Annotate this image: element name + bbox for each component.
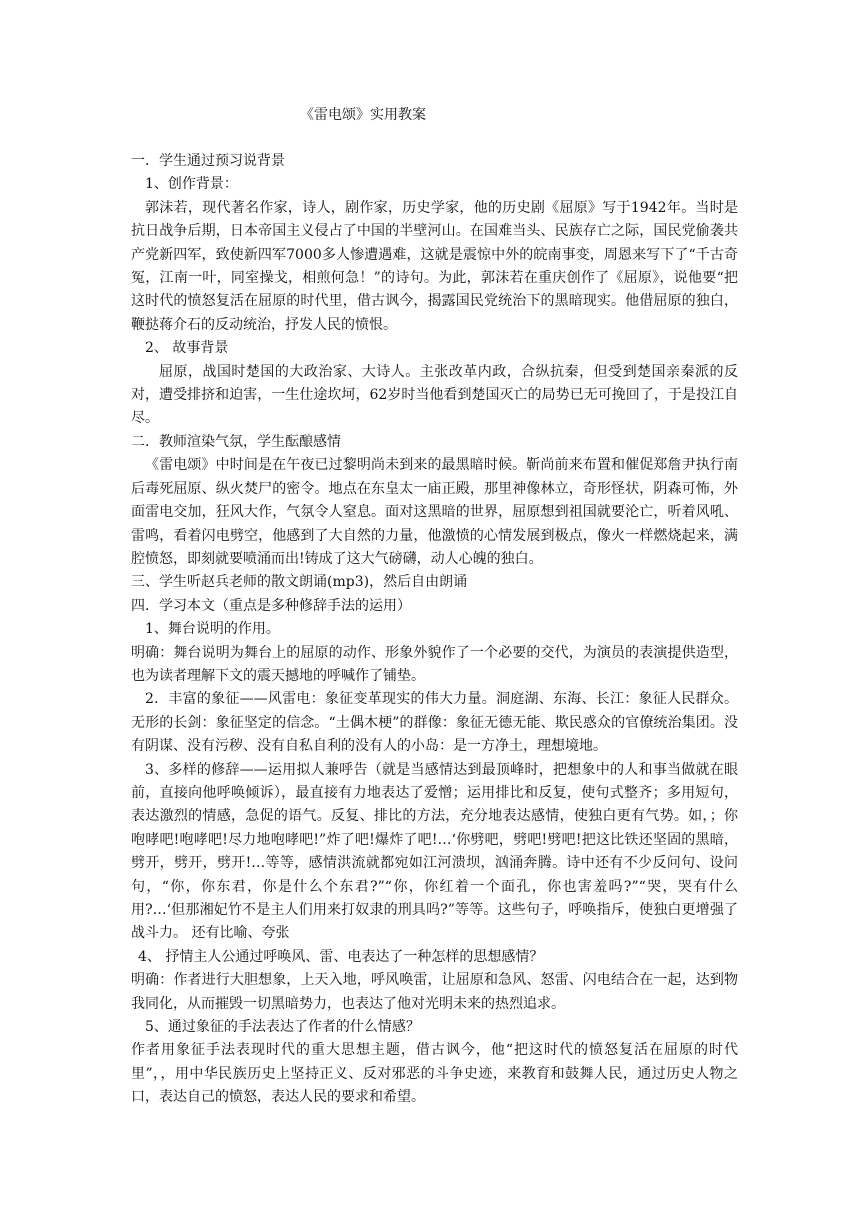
paragraph-answer-5: 作者用象征手法表现时代的重大思想主题，借古讽今，他“把这时代的愤怒复活在屈原的时代里”，，用中华民族历史上坚持正义、反对邪恶的斗争史迹，来教育和鼓舞人民，通过历史人物之口，表达自己的愤怒，表达人民的要求和希望。: [131, 1042, 738, 1106]
paragraph-stage-directions-answer: 明确：舞台说明为舞台上的屈原的动作、形象外貌作了一个必要的交代，为演员的表演提供造型，也为读者理解下文的震天撼地的呼喊作了铺垫。: [131, 644, 738, 684]
document-body: [131, 150, 738, 1110]
section-heading-3: 三、学生听赵兵老师的散文朗诵(mp3)，然后自由朗诵: [131, 574, 468, 591]
subheading-stage-directions: 1、舞台说明的作用。: [145, 621, 280, 638]
document-title: 《雷电颂》实用教案: [300, 107, 426, 123]
section-heading-4: 四．学习本文（重点是多种修辞手法的运用）: [131, 597, 411, 614]
paragraph-atmosphere: 《雷电颂》中时间是在午夜已过黎明尚未到来的最黑暗时候。靳尚前来布置和催促郑詹尹执行南后毒死屈原、纵火焚尸的密令。地点在东皇太一庙正殿，那里神像林立，奇形怪状，阴森可怖，外面雷电交加，狂风大作，气氛令人窒息。面对这黑暗的世界，屈原想到祖国就要沦亡，听着风吼、雷鸣，看着闪电劈空，他感到了大自然的力量，他激愤的心情发展到极点，像火一样燃烧起来，满腔愤怒，即刻就要喷涌而出!铸成了这大气磅礴，动人心魄的独白。: [131, 457, 738, 567]
subheading-story-background: 2、 故事背景: [145, 340, 229, 357]
section-heading-1: 一．学生通过预习说背景: [131, 153, 285, 169]
subheading-question-5: 5、通过象征的手法表达了作者的什么情感？: [145, 1019, 420, 1036]
paragraph-rhetoric: 3、多样的修辞——运用拟人兼呼告（就是当感情达到最顶峰时，把想象中的人和事当做就在眼前，直接向他呼唤倾诉），最直接有力地表达了爱憎；运用排比和反复，使句式整齐；多用短句，表达激烈的情感，急促的语气。反复、排比的方法，充分地表达感情，使独白更有气势。如，；你咆哮吧!咆哮吧!尽力地咆哮吧!”炸了吧!爆炸了吧!…‘你劈吧，劈吧!劈吧!把这比铁还坚固的黑暗，劈开，劈开，劈开!…等等，感情洪流就都宛如江河溃坝，汹涌奔腾。诗中还有不少反问句、设问句，“你，你东君，你是什么个东君?”“你，你红着一个面孔，你也害羞吗?”“哭，哭有什么用?…‘但那湘妃竹不是主人们用来打奴隶的刑具吗?”等等。这些句子，呼唤指斥，使独白更增强了战斗力。 还有比喻、夸张: [131, 761, 738, 942]
subheading-creation-background: 1、创作背景：: [145, 176, 238, 193]
paragraph-answer-4: 明确：作者进行大胆想象，上天入地，呼风唤雷，让屈原和急风、怒雷、闪电结合在一起，达到物我同化，从而摧毁一切黑暗势力，也表达了他对光明未来的热烈追求。: [131, 972, 738, 1012]
paragraph-symbolism: 2．丰富的象征——风雷电：象征变革现实的伟大力量。洞庭湖、东海、长江：象征人民群众。无形的长剑：象征坚定的信念。“土偶木梗”的群像：象征无德无能、欺民惑众的官僚统治集团。没有阴谋、没有污秽、没有自私自利的没有人的小岛：是一方净土，理想境地。: [131, 691, 738, 755]
paragraph-story-background: 屈原，战国时楚国的大政治家、大诗人。主张改革内政，合纵抗秦，但受到楚国亲秦派的反对，遭受排挤和迫害，一生仕途坎坷，62岁时当他看到楚国灭亡的局势已无可挽回了，于是投江自尽。: [131, 363, 738, 427]
section-heading-2: 二．教师渲染气氛，学生酝酿感情: [131, 433, 341, 450]
subheading-question-4: 4、 抒情主人公通过呼唤风、雷、电表达了一种怎样的思想感情？: [138, 948, 544, 965]
paragraph-creation-background: 郭沫若，现代著名作家，诗人，剧作家，历史学家，他的历史剧《屈原》写于1942年。当时是抗日战争后期，日本帝国主义侵占了中国的半壁河山。在国难当头、民族存亡之际，国民党偷袭共产党新四军，致使新四军7000多人惨遭遇难，这就是震惊中外的皖南事变，周恩来写下了“千古奇冤，江南一叶，同室操戈，相煎何急！”的诗句。为此，郭沫若在重庆创作了《屈原》，说他要“把这时代的愤怒复活在屈原的时代里，借古讽今，揭露国民党统治下的黑暗现实。他借屈原的独白，鞭挞蒋介石的反动统治，抒发人民的愤恨。: [131, 199, 738, 333]
